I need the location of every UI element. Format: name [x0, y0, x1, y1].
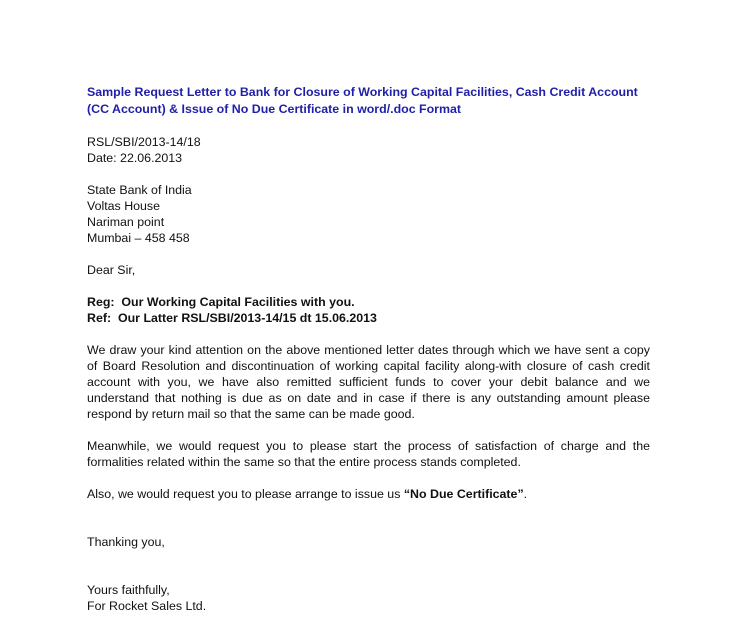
subject-ref: Ref: Our Latter RSL/SBI/2013-14/15 dt 15.06.2013 [87, 311, 377, 325]
paragraph-3-end: . [523, 487, 528, 501]
reference-number: RSL/SBI/2013-14/18 [87, 135, 201, 149]
paragraph-3 [87, 486, 650, 502]
address-line: Voltas House [87, 199, 161, 213]
address-line: Nariman point [87, 215, 165, 229]
subject-block [87, 294, 650, 326]
salutation-text: Dear Sir, [87, 263, 136, 277]
letter-body [87, 84, 650, 614]
recipient-address [87, 182, 650, 246]
address-line: Mumbai – 458 458 [87, 231, 190, 245]
subject-reg: Reg: Our Working Capital Facilities with you. [87, 295, 355, 309]
letter-title: Sample Request Letter to Bank for Closure of Working Capital Facilities, Cash Credit Account (CC Account) & Issue of No Due Certificate in word/.doc Format [87, 85, 638, 116]
no-due-certificate-emphasis: “No Due Certificate” [403, 487, 524, 501]
paragraph-2: Meanwhile, we would request you to please start the process of satisfaction of charge and the formalities related within the same so that the entire process stands completed. [87, 439, 650, 469]
address-line: State Bank of India [87, 183, 192, 197]
reference-block [87, 134, 650, 166]
letter-date: Date: 22.06.2013 [87, 151, 183, 165]
thanking-text: Thanking you, [87, 535, 165, 549]
thanking-line [87, 534, 650, 550]
closing-text: Yours faithfully, [87, 583, 170, 597]
closing-block [87, 582, 650, 614]
salutation [87, 262, 650, 278]
paragraph-3-text: Also, we would request you to please arrange to issue us [87, 487, 404, 501]
spacer [87, 518, 650, 534]
paragraph-1: We draw your kind attention on the above mentioned letter dates through which we have sent a copy of Board Resolution and discontinuation of working capital facility along-with closure of cash credit account with you, we have also remitted sufficient funds to cover your debit balance and we understand that nothing is due as on date and in case if there is any outstanding amount please respond by return mail so that the same can be made good. [87, 343, 650, 421]
spacer [87, 566, 650, 582]
company-name: For Rocket Sales Ltd. [87, 599, 207, 613]
